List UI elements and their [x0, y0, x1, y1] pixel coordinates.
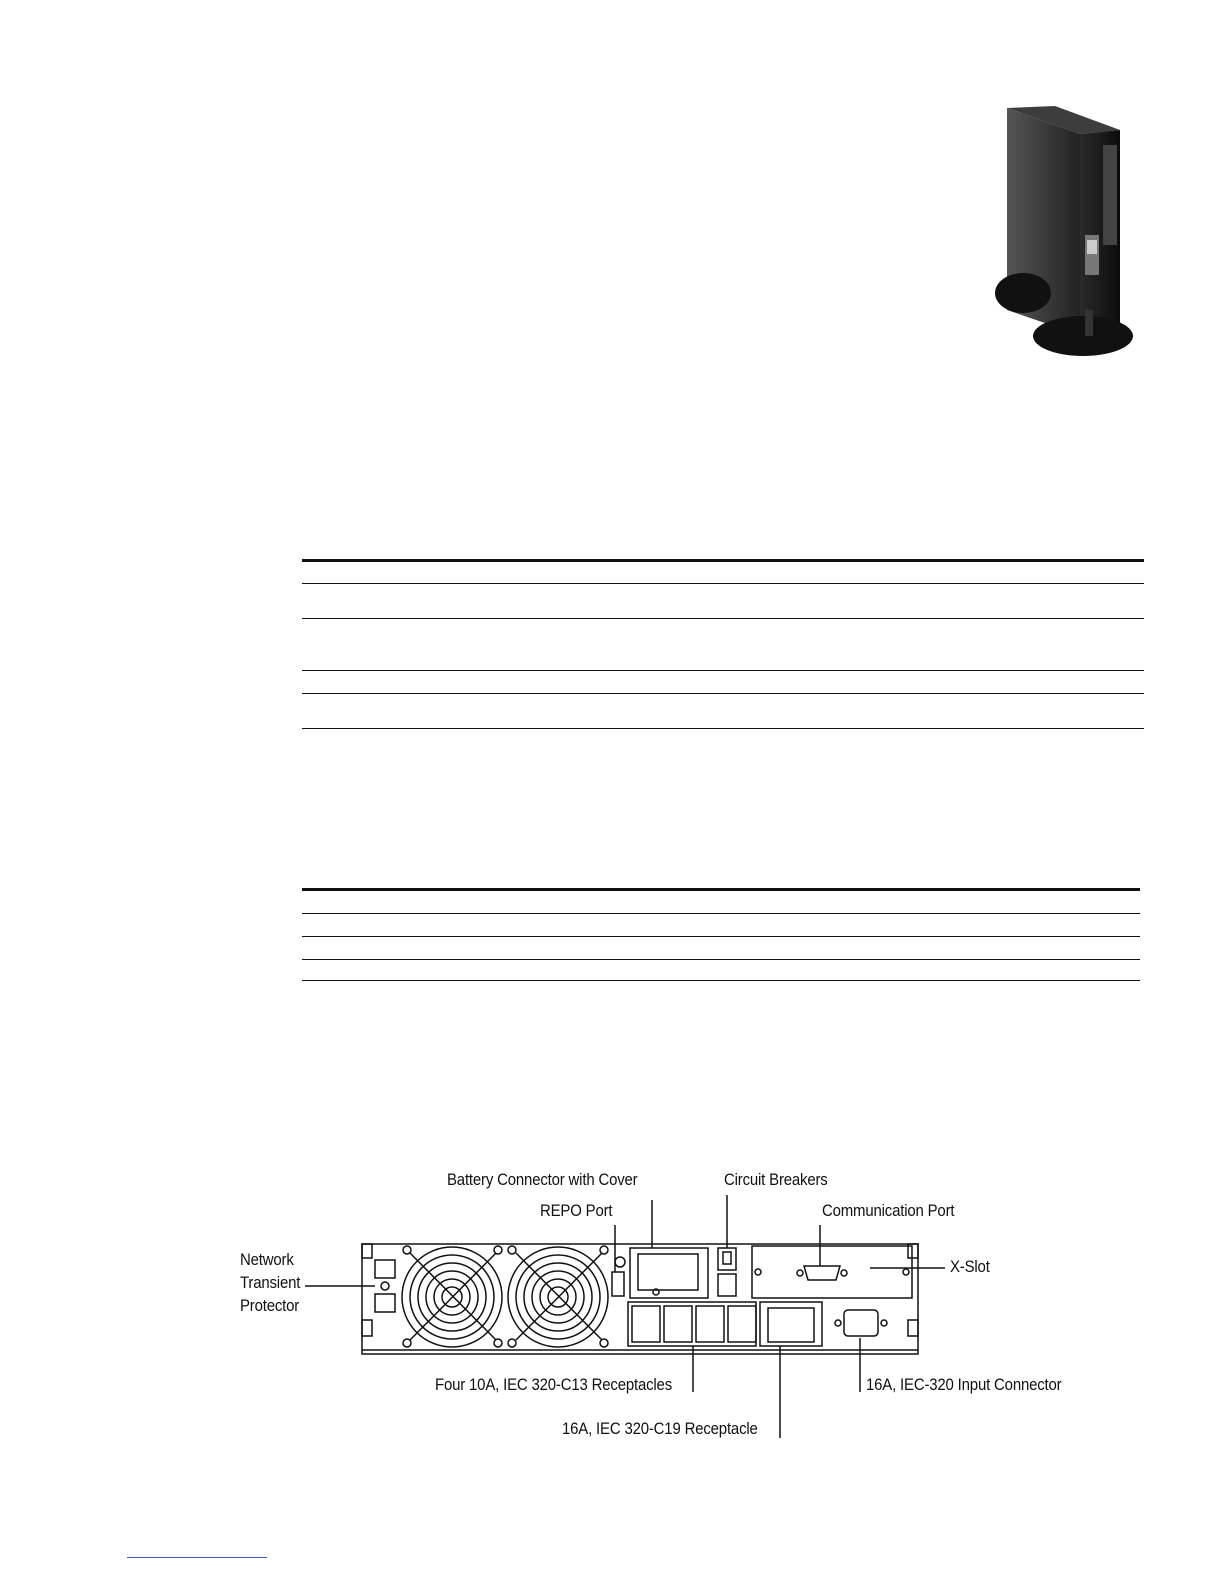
label-c19-receptacle: 16A, IEC 320-C19 Receptacle [562, 1419, 758, 1438]
fan-left [402, 1247, 502, 1347]
label-battery-connector: Battery Connector with Cover [447, 1170, 638, 1189]
footer-link[interactable] [127, 1557, 267, 1558]
label-circuit-breakers: Circuit Breakers [724, 1170, 828, 1189]
label-network-protector-line2: Transient [240, 1273, 301, 1292]
label-x-slot: X-Slot [950, 1257, 990, 1276]
label-network-protector-line3: Protector [240, 1296, 300, 1315]
label-input-connector: 16A, IEC-320 Input Connector [866, 1375, 1062, 1394]
label-c13-receptacles: Four 10A, IEC 320-C13 Receptacles [435, 1375, 673, 1394]
fan-right [508, 1247, 608, 1347]
label-communication-port: Communication Port [822, 1201, 955, 1220]
label-network-protector-line1: Network [240, 1250, 294, 1269]
label-repo-port: REPO Port [540, 1201, 613, 1220]
